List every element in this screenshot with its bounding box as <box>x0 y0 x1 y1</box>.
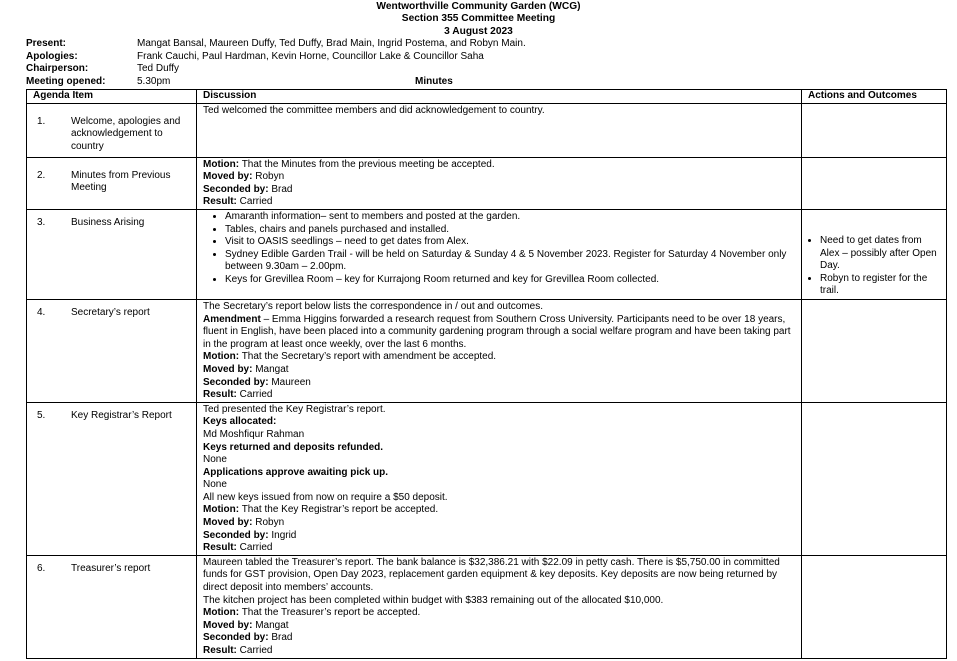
meeting-date: 3 August 2023 <box>444 25 513 37</box>
item-title: Treasurer’s report <box>71 562 151 574</box>
discussion-text: Ted presented the Key Registrar’s report. <box>203 403 386 415</box>
chair-label: Chairperson: <box>26 63 89 74</box>
col-actions-header: Actions and Outcomes <box>802 90 947 104</box>
apologies-value: Frank Cauchi, Paul Hardman, Kevin Horne, Councillor Lake & Councillor Saha <box>137 50 484 62</box>
seconded-label: Seconded by: <box>203 632 269 644</box>
motion-text: That the Key Registrar’s report be accepted. <box>239 504 439 516</box>
item-number: 4. <box>37 306 46 318</box>
actions-cell <box>802 103 947 157</box>
result-value: Carried <box>236 389 273 401</box>
result-value: Carried <box>236 542 273 554</box>
seconded-line <box>203 530 795 543</box>
seconded-line <box>203 184 795 197</box>
item-number: 5. <box>37 409 46 421</box>
list-item: • Amaranth information– sent to members and posted at the garden. <box>225 211 795 224</box>
moved-label: Moved by: <box>203 517 253 529</box>
item-title: Minutes from Previous Meeting <box>71 169 171 194</box>
apologies-label: Apologies: <box>26 50 78 62</box>
result-value: Carried <box>236 645 273 656</box>
result-line <box>203 645 795 658</box>
present-row <box>26 38 946 51</box>
list-item: • Need to get dates from Alex – possibly after Open Day. <box>820 235 940 273</box>
agenda-cell <box>27 555 197 658</box>
keys-returned-value: None <box>203 454 227 466</box>
moved-label: Moved by: <box>203 171 253 183</box>
moved-value: Mangat <box>252 363 289 375</box>
col-agenda-header: Agenda Item <box>27 90 197 104</box>
seconded-label: Seconded by: <box>203 183 269 195</box>
actions-list <box>808 235 940 298</box>
seconded-value: Maureen <box>268 376 311 388</box>
moved-value: Robyn <box>252 171 285 183</box>
applications-label: Applications approve awaiting pick up. <box>203 466 389 478</box>
discussion-text: Maureen tabled the Treasurer’s report. The bank balance is $32,386.21 with $22.09 in petty cash. There is $5,750.00 in committed funds for GST provision, Open Day 2023, replacement garden equipment & key deposits. Key deposits are now being returned by direct deposit into members’ accounts. <box>203 556 780 594</box>
actions-cell <box>802 157 947 209</box>
motion-text: That the Treasurer’s report be accepted. <box>239 607 421 619</box>
discussion-text: The Secretary’s report below lists the correspondence in / out and outcomes. <box>203 300 543 312</box>
moved-line <box>203 364 795 377</box>
motion-line <box>203 504 795 517</box>
table-row <box>27 555 947 658</box>
result-label: Result: <box>203 542 237 554</box>
amendment-label: Amendment <box>203 313 261 325</box>
apologies-row <box>26 51 946 64</box>
seconded-value: Ingrid <box>268 529 297 541</box>
item-title: Key Registrar’s Report <box>71 409 172 421</box>
col-discussion-header: Discussion <box>197 90 802 104</box>
item-number: 1. <box>37 115 46 127</box>
list-item: • Robyn to register for the trail. <box>820 273 940 298</box>
seconded-value: Brad <box>268 183 293 195</box>
moved-line <box>203 517 795 530</box>
present-value: Mangat Bansal, Maureen Duffy, Ted Duffy, Brad Main, Ingrid Postema, and Robyn Main. <box>137 38 526 49</box>
document-header <box>0 1 957 38</box>
opened-value: 5.30pm <box>137 75 171 87</box>
business-list <box>203 211 795 287</box>
agenda-cell <box>27 103 197 157</box>
list-item: • Keys for Grevillea Room – key for Kurrajong Room returned and key for Grevillea Room collected. <box>225 274 795 287</box>
applications-value: None <box>203 479 227 491</box>
chair-value: Ted Duffy <box>137 63 180 74</box>
result-label: Result: <box>203 389 237 401</box>
item-number: 3. <box>37 216 46 228</box>
meeting-title: Section 355 Committee Meeting <box>401 13 556 25</box>
table-header-row <box>27 90 947 104</box>
moved-label: Moved by: <box>203 363 253 375</box>
seconded-label: Seconded by: <box>203 376 269 388</box>
agenda-cell <box>27 402 197 555</box>
discussion-cell <box>197 103 802 157</box>
motion-text: That the Secretary’s report with amendment be accepted. <box>239 351 497 363</box>
keys-returned-label: Keys returned and deposits refunded. <box>203 441 384 453</box>
agenda-cell <box>27 209 197 299</box>
moved-value: Mangat <box>252 619 289 631</box>
moved-line <box>203 171 795 184</box>
table-row <box>27 299 947 402</box>
amendment-text <box>203 314 795 352</box>
motion-line <box>203 351 795 364</box>
minutes-heading: Minutes <box>415 76 453 87</box>
result-label: Result: <box>203 645 237 656</box>
agenda-cell <box>27 299 197 402</box>
amendment-body: – Emma Higgins forwarded a research request from Southern Cross University. Participants need to be over 18 years, fluent in English, have been placed into a community gardening program through a social welfare program and have been taking part in the program at least once weekly, over the last 6 months. <box>203 313 791 350</box>
chair-row <box>26 63 946 76</box>
table-row <box>27 209 947 299</box>
meeting-meta <box>26 38 946 88</box>
seconded-line <box>203 377 795 390</box>
result-line <box>203 542 795 555</box>
moved-value: Robyn <box>252 517 285 529</box>
result-label: Result: <box>203 196 237 208</box>
org-title: Wentworthville Community Garden (WCG) <box>376 1 581 12</box>
actions-cell <box>802 402 947 555</box>
list-item: • Sydney Edible Garden Trail - will be held on Saturday & Sunday 4 & 5 November 2023. Register for Saturday 4 November only between 9.30am – 2.00pm. <box>225 249 795 274</box>
keys-allocated-value: Md Moshfiqur Rahman <box>203 428 305 440</box>
list-item: • Tables, chairs and panels purchased and installed. <box>225 224 795 237</box>
discussion-cell <box>197 402 802 555</box>
discussion-text: Ted welcomed the committee members and did acknowledgement to country. <box>203 104 545 116</box>
actions-cell <box>802 209 947 299</box>
table-row <box>27 103 947 157</box>
opened-row <box>26 76 946 89</box>
kitchen-note: The kitchen project has been completed within budget with $383 remaining out of the allocated $10,000. <box>203 594 664 606</box>
motion-label: Motion: <box>203 504 240 516</box>
discussion-cell <box>197 299 802 402</box>
item-title: Business Arising <box>71 216 145 228</box>
table-row <box>27 157 947 209</box>
item-number: 2. <box>37 169 46 181</box>
actions-cell <box>802 299 947 402</box>
keys-allocated-label: Keys allocated: <box>203 416 277 428</box>
opened-label: Meeting opened: <box>26 75 106 87</box>
motion-label: Motion: <box>203 158 240 170</box>
motion-line <box>203 607 795 620</box>
item-title: Welcome, apologies and acknowledgement to country <box>71 115 181 152</box>
actions-cell <box>802 555 947 658</box>
result-line <box>203 196 795 209</box>
seconded-label: Seconded by: <box>203 529 269 541</box>
item-number: 6. <box>37 562 46 574</box>
seconded-value: Brad <box>268 632 293 644</box>
moved-label: Moved by: <box>203 619 253 631</box>
motion-line <box>203 159 795 172</box>
minutes-table <box>26 89 947 659</box>
discussion-cell <box>197 555 802 658</box>
discussion-cell <box>197 157 802 209</box>
motion-text: That the Minutes from the previous meeting be accepted. <box>239 158 495 170</box>
moved-line <box>203 620 795 633</box>
result-line <box>203 389 795 402</box>
table-row <box>27 402 947 555</box>
result-value: Carried <box>236 196 273 208</box>
item-title: Secretary’s report <box>71 306 150 318</box>
motion-label: Motion: <box>203 351 240 363</box>
present-label: Present: <box>26 38 67 49</box>
discussion-cell <box>197 209 802 299</box>
seconded-line <box>203 632 795 645</box>
agenda-cell <box>27 157 197 209</box>
list-item: • Visit to OASIS seedlings – need to get dates from Alex. <box>225 236 795 249</box>
deposit-note: All new keys issued from now on require a $50 deposit. <box>203 491 448 503</box>
motion-label: Motion: <box>203 607 240 619</box>
